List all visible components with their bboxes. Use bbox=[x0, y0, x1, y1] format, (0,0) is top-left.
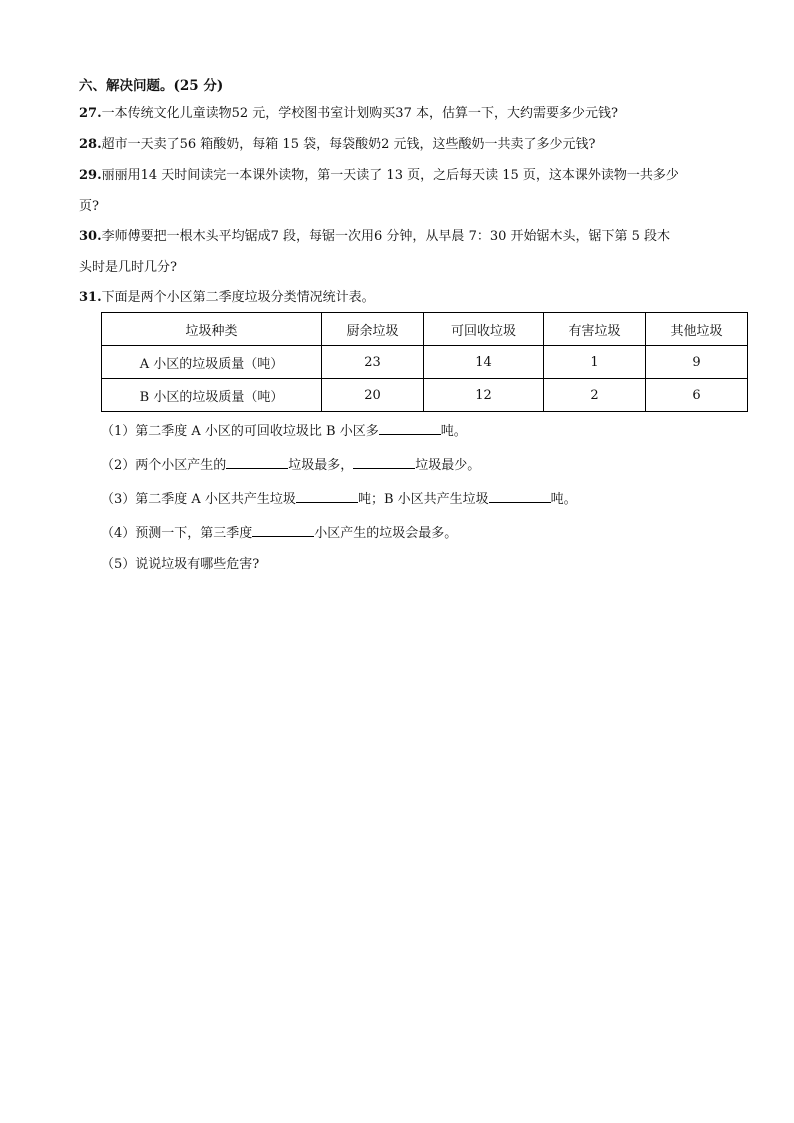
question-text: 一本传统文化儿童读物52 元，学校图书室计划购买37 本，估算一下，大约需要多少元钱? bbox=[101, 106, 618, 121]
table-row-label: B 小区的垃圾质量（吨） bbox=[102, 379, 322, 412]
table-cell: 1 bbox=[544, 346, 646, 379]
answer-blank[interactable] bbox=[226, 454, 288, 469]
table-header-cell: 其他垃圾 bbox=[646, 313, 748, 346]
question-number: 30. bbox=[79, 229, 102, 244]
question-30-continued: 头时是几时几分? bbox=[79, 260, 177, 275]
answer-blank[interactable] bbox=[489, 488, 551, 503]
table-row bbox=[102, 379, 748, 412]
answer-blank[interactable] bbox=[296, 488, 358, 503]
table-cell: 6 bbox=[646, 379, 748, 412]
question-28 bbox=[79, 136, 749, 154]
table-header-row bbox=[102, 313, 748, 346]
question-number: 28. bbox=[79, 137, 102, 152]
answer-blank[interactable] bbox=[379, 420, 441, 435]
table-cell: 23 bbox=[322, 346, 424, 379]
question-31 bbox=[79, 289, 749, 307]
garbage-stats-table bbox=[101, 312, 748, 412]
question-30 bbox=[79, 228, 749, 246]
question-text: 超市一天卖了56 箱酸奶，每箱 15 袋，每袋酸奶2 元钱，这些酸奶一共卖了多少元钱? bbox=[101, 137, 596, 152]
table-row bbox=[102, 346, 748, 379]
table-header-cell: 有害垃圾 bbox=[544, 313, 646, 346]
question-29 bbox=[79, 167, 749, 185]
table-cell: 9 bbox=[646, 346, 748, 379]
subquestion-2: （2）两个小区产生的 垃圾最多， 垃圾最少。 bbox=[101, 454, 749, 475]
table-cell: 20 bbox=[322, 379, 424, 412]
question-text: 下面是两个小区第二季度垃圾分类情况统计表。 bbox=[101, 290, 375, 305]
subquestion-1: （1）第二季度 A 小区的可回收垃圾比 B 小区多 吨。 bbox=[101, 420, 749, 441]
question-27 bbox=[79, 105, 749, 123]
subquestion-3: （3）第二季度 A 小区共产生垃圾 吨；B 小区共产生垃圾 吨。 bbox=[101, 488, 749, 509]
answer-blank[interactable] bbox=[252, 522, 314, 537]
question-29-continued: 页? bbox=[79, 199, 99, 214]
question-number: 27. bbox=[79, 106, 102, 121]
question-number: 31. bbox=[79, 290, 102, 305]
answer-blank[interactable] bbox=[353, 454, 415, 469]
section-title: 六、解决问题。(25 分) bbox=[79, 78, 224, 94]
question-text: 李师傅要把一根木头平均锯成7 段，每锯一次用6 分钟，从早晨 7：30 开始锯木头，锯下第 5 段木 bbox=[101, 229, 671, 244]
table-row-label: A 小区的垃圾质量（吨） bbox=[102, 346, 322, 379]
table-cell: 14 bbox=[424, 346, 544, 379]
table-cell: 2 bbox=[544, 379, 646, 412]
subquestion-4: （4）预测一下，第三季度 小区产生的垃圾会最多。 bbox=[101, 522, 749, 543]
table-header-cell: 垃圾种类 bbox=[102, 313, 322, 346]
question-number: 29. bbox=[79, 168, 102, 183]
table-cell: 12 bbox=[424, 379, 544, 412]
worksheet-page bbox=[79, 78, 749, 574]
subquestion-5: （5）说说垃圾有哪些危害? bbox=[101, 557, 260, 572]
table-header-cell: 厨余垃圾 bbox=[322, 313, 424, 346]
question-text: 丽丽用14 天时间读完一本课外读物，第一天读了 13 页，之后每天读 15 页，这本课外读物一共多少 bbox=[101, 168, 679, 183]
table-header-cell: 可回收垃圾 bbox=[424, 313, 544, 346]
